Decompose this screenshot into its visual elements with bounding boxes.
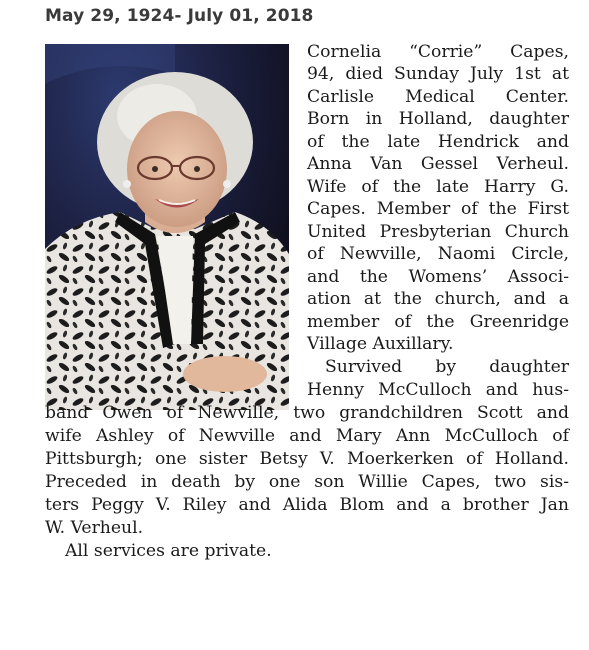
text-line: Carlisle Medical Center.: [307, 87, 569, 107]
life-dates: May 29, 1924- July 01, 2018: [45, 6, 314, 26]
text-line: ation at the church, and a: [307, 289, 569, 309]
text-line: and the Womens’ Associ-: [307, 267, 569, 287]
text-line: Pittsburgh; one sister Betsy V. Moerkerken of Holland.: [45, 449, 569, 469]
text-line: Cornelia “Corrie” Capes,: [307, 42, 569, 62]
text-line: United Presbyterian Church: [307, 222, 569, 242]
text-line: wife Ashley of Newville and Mary Ann McCulloch of: [45, 426, 569, 446]
text-line: All services are private.: [65, 541, 272, 561]
portrait-photo: [45, 44, 289, 410]
text-line: Wife of the late Harry G.: [307, 177, 569, 197]
text-line: ters Peggy V. Riley and Alida Blom and a brother Jan: [45, 495, 569, 515]
text-line: band Owen of Newville, two grandchildren Scott and: [45, 403, 569, 423]
text-line: 94, died Sunday July 1st at: [307, 64, 569, 84]
text-line: of the late Hendrick and: [307, 132, 569, 152]
text-line: W. Verheul.: [45, 518, 144, 538]
text-line: of Newville, Naomi Circle,: [307, 244, 569, 264]
text-line: Born in Holland, daughter: [307, 109, 569, 129]
text-line: Capes. Member of the First: [307, 199, 569, 219]
text-line: Village Auxillary.: [307, 334, 454, 354]
text-line: Anna Van Gessel Verheul.: [307, 154, 569, 174]
text-line: Preceded in death by one son Willie Capes, two sis-: [45, 472, 569, 492]
text-line: Survived by daughter: [325, 357, 569, 377]
text-line: member of the Greenridge: [307, 312, 569, 332]
text-line: Henny McCulloch and hus-: [307, 380, 569, 400]
